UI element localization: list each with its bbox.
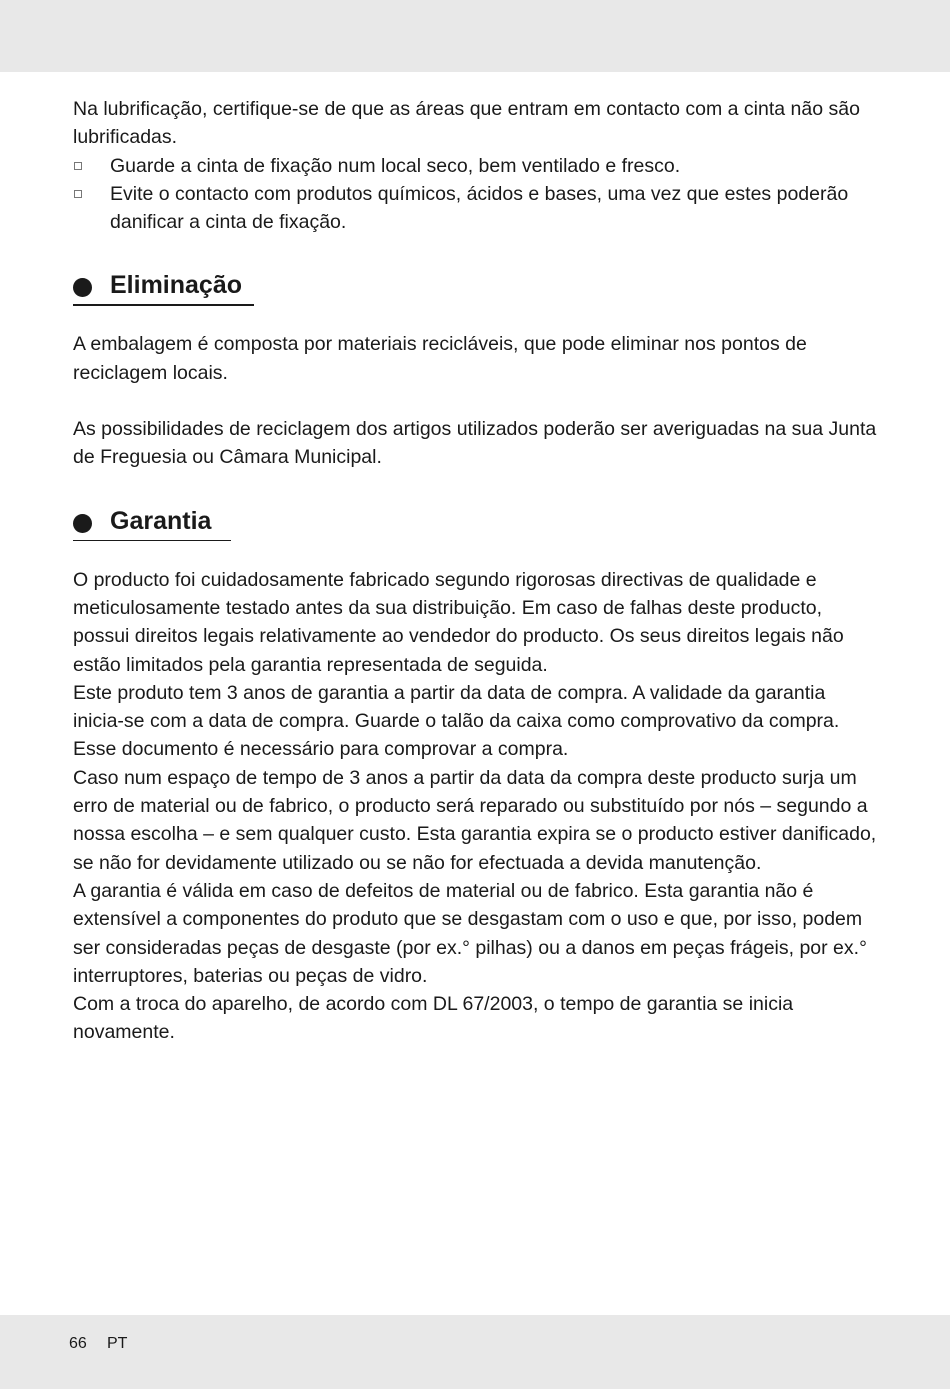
header-band bbox=[0, 0, 950, 72]
care-bullet-list bbox=[73, 152, 878, 237]
paragraph: Este produto tem 3 anos de garantia a partir da data de compra. A validade da garantia inicia-se com a data de compra. Guarde o talão da caixa como comprovativo da compra. Esse documento é necessário para comprovar a compra. bbox=[73, 681, 840, 761]
checkbox-icon bbox=[74, 162, 82, 170]
paragraph: Caso num espaço de tempo de 3 anos a partir da data da compra deste producto surja um erro de material ou de fabrico, o producto será reparado ou substituído por nós – segundo a nossa escolha – e sem qualquer custo. Esta garantia expira se o producto estiver danificado, se não for devidamente utilizado ou se não for efectuada a devida manutenção. bbox=[73, 766, 877, 874]
section-heading-elimination bbox=[73, 270, 878, 310]
paragraph: As possibilidades de reciclagem dos artigos utilizados poderão ser averiguadas na sua Junta de Freguesia ou Câmara Municipal. bbox=[73, 418, 877, 469]
bullet-text: Guarde a cinta de fixação num local seco, bem ventilado e fresco. bbox=[110, 154, 681, 177]
heading-text: Eliminação bbox=[110, 271, 242, 300]
heading-text: Garantia bbox=[110, 506, 212, 535]
checkbox-icon bbox=[74, 190, 82, 198]
bullet-dot-icon bbox=[73, 514, 92, 533]
bullet-item bbox=[73, 152, 878, 180]
bullet-text: Evite o contacto com produtos químicos, ácidos e bases, uma vez que estes poderão danificar a cinta de fixação. bbox=[110, 182, 849, 234]
page-content bbox=[73, 95, 878, 1047]
footer-band bbox=[0, 1315, 950, 1389]
page-number: 66 bbox=[69, 1335, 87, 1352]
care-continuation-text: Na lubrificação, certifique-se de que as áreas que entram em contacto com a cinta não são lubrificadas. bbox=[73, 98, 860, 149]
paragraph: O producto foi cuidadosamente fabricado segundo rigorosas directivas de qualidade e meticulosamente testado antes da sua distribuição. Em caso de falhas deste producto, possui direitos legais relativamente ao vendedor do producto. Os seus direitos legais não estão limitados pela garantia representada de seguida. bbox=[73, 568, 844, 676]
language-code: PT bbox=[107, 1335, 128, 1352]
bullet-dot-icon bbox=[73, 278, 92, 297]
paragraph: A embalagem é composta por materiais recicláveis, que pode eliminar nos pontos de reciclagem locais. bbox=[73, 333, 807, 384]
section-heading-warranty bbox=[73, 506, 878, 546]
paragraph: A garantia é válida em caso de defeitos de material ou de fabrico. Esta garantia não é extensível a componentes do produto que se desgastam com o uso e que, por isso, podem ser consideradas peças de desgaste (por ex.° pilhas) ou a danos em peças frágeis, por ex.° interruptores, baterias ou peças de vidro. bbox=[73, 879, 867, 987]
heading-underline bbox=[73, 304, 254, 306]
heading-underline bbox=[73, 540, 231, 542]
bullet-item bbox=[73, 180, 878, 237]
paragraph: Com a troca do aparelho, de acordo com DL 67/2003, o tempo de garantia se inicia novamente. bbox=[73, 993, 794, 1044]
